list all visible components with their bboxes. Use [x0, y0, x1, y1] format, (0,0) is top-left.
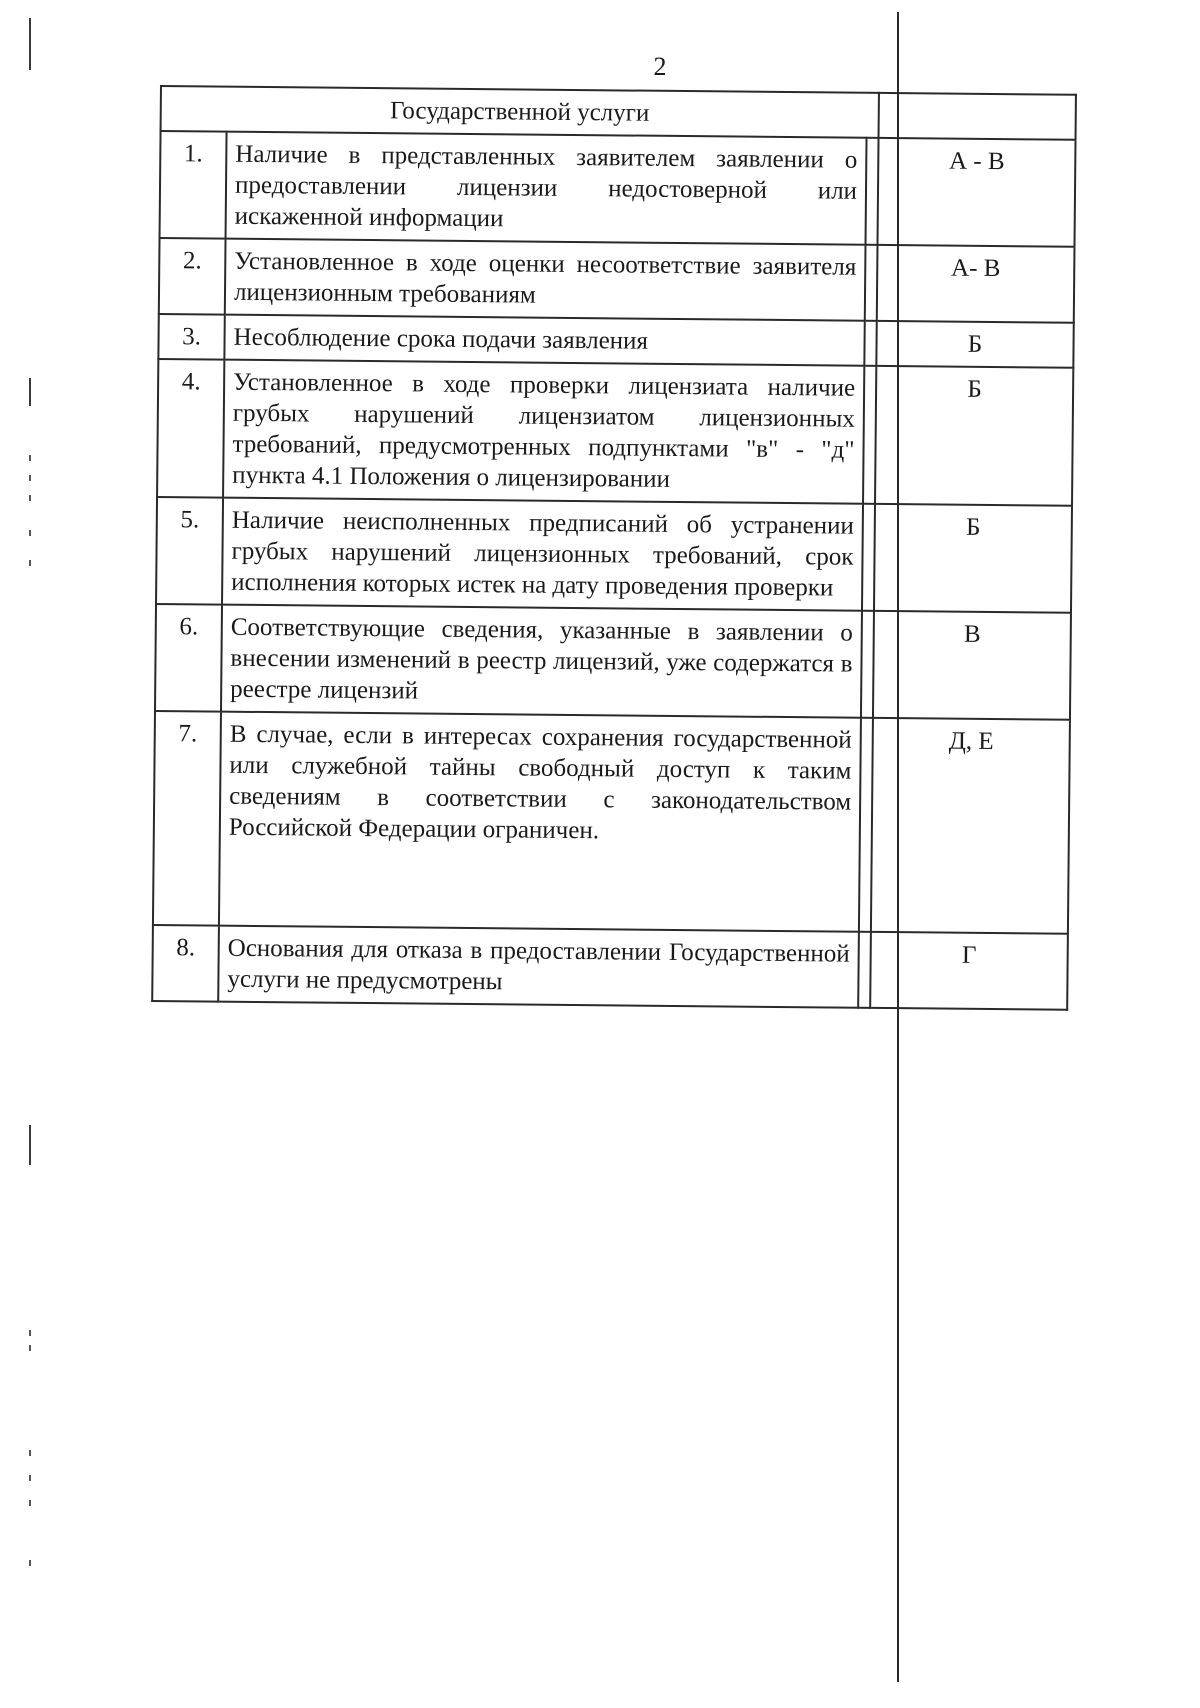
row-code: А - В [877, 138, 1075, 247]
row-text: Основания для отказа в предоставлении Государственной услуги не предусмотрены [218, 926, 859, 1008]
edge-dot [29, 455, 31, 461]
table-row [153, 711, 1070, 934]
table-row [156, 497, 1072, 613]
row-text: Установленное в ходе оценки несоответствие заявителя лицензионным требованиям [225, 239, 866, 321]
edge-mark [29, 378, 31, 406]
edge-dot [29, 1345, 31, 1351]
edge-dot [29, 1560, 31, 1566]
row-code: Б [876, 321, 1073, 368]
edge-mark [29, 1125, 31, 1165]
edge-dot [29, 530, 31, 536]
row-text: Соответствующие сведения, указанные в заявлении о внесении изменений в реестр лицензий, уже содержатся в реестре лицензий [221, 605, 862, 718]
row-code: В [873, 611, 1071, 720]
row-text: Несоблюдение срока подачи заявления [224, 315, 864, 366]
edge-dot [29, 1450, 31, 1456]
table-row [157, 359, 1073, 506]
edge-dot [29, 1475, 31, 1481]
edge-dot [29, 560, 31, 566]
row-code: Б [875, 366, 1073, 506]
row-number: 8. [152, 925, 219, 1002]
row-gap [858, 932, 871, 1008]
row-number: 4. [157, 359, 224, 498]
edge-dot [29, 1500, 31, 1506]
row-text: Установленное в ходе проверки лицензиата наличие грубых нарушений лицензиатом лицензионных требований, предусмотренных подпунктами "в" - "д" пункта 4.1 Положения о лицензировании [223, 360, 864, 504]
row-number: 7. [153, 711, 221, 926]
row-number: 6. [155, 604, 222, 712]
row-number: 3. [158, 314, 224, 360]
row-code: Г [870, 932, 1068, 1010]
row-number: 1. [160, 131, 227, 239]
row-text: Наличие неисполненных предписаний об устранении грубых нарушений лицензионных требований, срок исполнения которых истек на дату проведения проверки [222, 498, 863, 611]
row-number: 5. [156, 497, 223, 605]
edge-dot [29, 475, 31, 481]
table-header: Государственной услуги [161, 86, 879, 138]
row-text: Наличие в представленных заявителем заявлении о предоставлении лицензии недостоверной или искаженной информации [226, 132, 867, 245]
row-code: А- В [877, 245, 1075, 323]
edge-mark [29, 18, 31, 70]
row-gap [865, 138, 878, 245]
table-row [160, 131, 1076, 247]
table-row [159, 238, 1075, 323]
row-gap [861, 611, 874, 718]
table-header-empty [879, 93, 1076, 140]
row-gap [862, 504, 875, 611]
row-gap [865, 245, 878, 321]
row-text: В случае, если в интересах сохранения государственной или служебной тайны свободный доступ к таким сведениям в соответствии с законодательством Российской Федерации ограничен. [219, 712, 861, 932]
row-number: 2. [159, 238, 226, 315]
row-gap [864, 321, 876, 366]
edge-dot [29, 1330, 31, 1336]
edge-dot [29, 495, 31, 501]
page-number: 2 [653, 52, 667, 81]
row-code: Б [874, 504, 1072, 613]
grounds-table [151, 85, 1077, 1011]
row-code: Д, Е [871, 718, 1070, 934]
table-row [152, 925, 1068, 1010]
table-row [155, 604, 1071, 720]
